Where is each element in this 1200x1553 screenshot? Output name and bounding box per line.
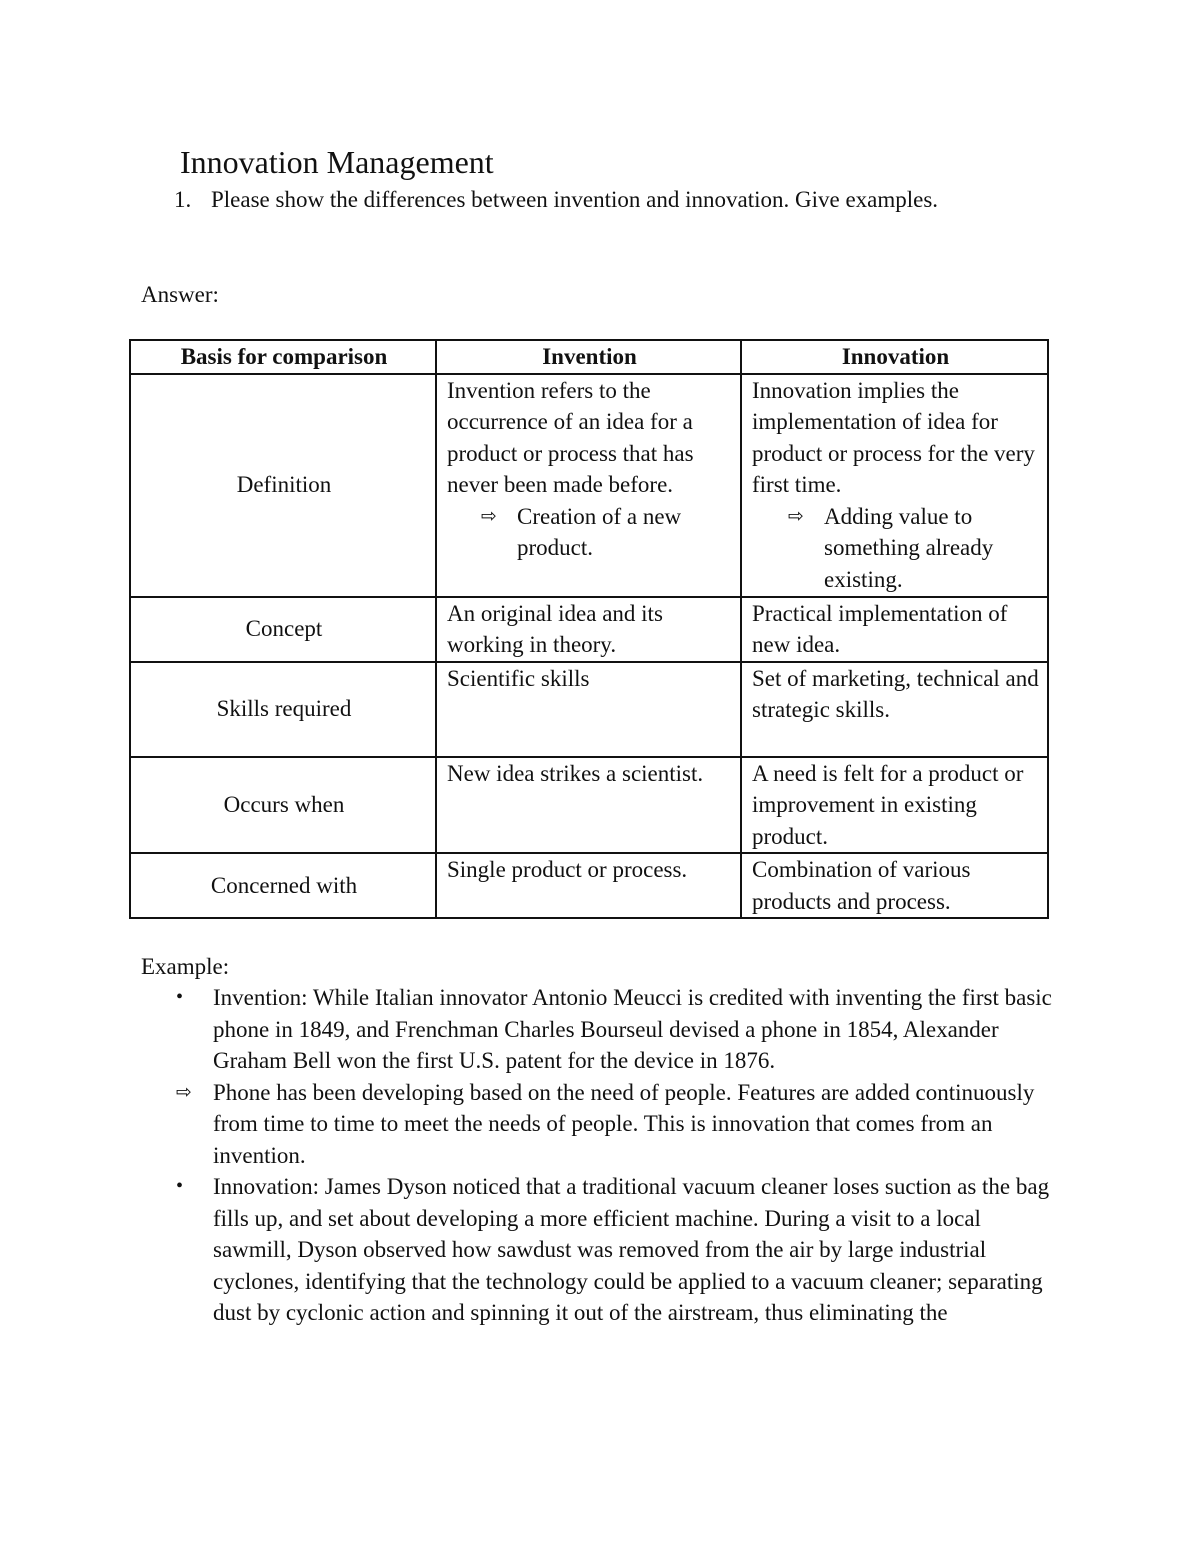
table-row bbox=[130, 853, 1048, 918]
innovation-arrow-text: Adding value to something already existing. bbox=[824, 503, 994, 592]
invention-cell bbox=[436, 374, 741, 597]
table-row bbox=[130, 374, 1048, 597]
innovation-cell bbox=[741, 374, 1048, 597]
answer-label: Answer: bbox=[141, 282, 219, 307]
table-row bbox=[130, 757, 1048, 854]
list-item bbox=[174, 1077, 1064, 1172]
invention-cell: An original idea and its working in theory. bbox=[436, 597, 741, 662]
question-1 bbox=[174, 184, 1054, 215]
example-text: Innovation: James Dyson noticed that a traditional vacuum cleaner loses suction as the bag fills up, and set about developing a more efficient machine. During a visit to a local sawmill, Dyson observed how sawdust was removed from the air by large industrial cyclones, identifying that the technology could be applied to a vacuum cleaner; separating dust by cyclonic action and spinning it out of the airstream, thus eliminating the bbox=[213, 1174, 1050, 1325]
comparison-table bbox=[129, 339, 1049, 919]
basis-cell: Occurs when bbox=[130, 757, 436, 854]
innovation-cell: Set of marketing, technical and strategic skills. bbox=[741, 662, 1048, 757]
list-item bbox=[174, 1171, 1064, 1329]
basis-cell: Skills required bbox=[130, 662, 436, 757]
example-text: Phone has been developing based on the need of people. Features are added continuously from time to time to meet the needs of people. This is innovation that comes from an invention. bbox=[213, 1079, 1035, 1168]
basis-cell: Definition bbox=[130, 374, 436, 597]
bullet-icon: • bbox=[176, 986, 184, 1008]
table-header-row bbox=[130, 340, 1048, 374]
list-item bbox=[174, 982, 1064, 1077]
example-label: Example: bbox=[141, 954, 230, 979]
header-invention: Invention bbox=[436, 340, 741, 374]
question-text: Please show the differences between invention and innovation. Give examples. bbox=[211, 187, 939, 212]
example-list bbox=[174, 982, 1064, 1329]
arrow-icon: ⇨ bbox=[788, 504, 804, 527]
bullet-icon: • bbox=[176, 1175, 184, 1197]
invention-arrow-point bbox=[447, 501, 732, 564]
innovation-arrow-point bbox=[752, 501, 1039, 596]
example-text: Invention: While Italian innovator Antonio Meucci is credited with inventing the first basic phone in 1849, and Frenchman Charles Bourseul devised a phone in 1854, Alexander Graham Bell won the first U.S. patent for the device in 1876. bbox=[213, 985, 1052, 1073]
table-row bbox=[130, 662, 1048, 757]
invention-cell: Single product or process. bbox=[436, 853, 741, 918]
invention-arrow-text: Creation of a new product. bbox=[517, 503, 682, 560]
invention-text: Invention refers to the occurrence of an idea for a product or process that has never been made before. bbox=[447, 377, 694, 497]
invention-cell: New idea strikes a scientist. bbox=[436, 757, 741, 854]
header-basis: Basis for comparison bbox=[130, 340, 436, 374]
innovation-text: Innovation implies the implementation of idea for product or process for the very first time. bbox=[752, 377, 1035, 497]
invention-cell: Scientific skills bbox=[436, 662, 741, 757]
question-number: 1. bbox=[174, 187, 192, 212]
arrow-icon: ⇨ bbox=[481, 504, 497, 527]
innovation-cell: Practical implementation of new idea. bbox=[741, 597, 1048, 662]
document-title: Innovation Management bbox=[180, 144, 494, 180]
innovation-cell: Combination of various products and process. bbox=[741, 853, 1048, 918]
table-row bbox=[130, 597, 1048, 662]
basis-cell: Concerned with bbox=[130, 853, 436, 918]
innovation-cell: A need is felt for a product or improvement in existing product. bbox=[741, 757, 1048, 854]
header-innovation: Innovation bbox=[741, 340, 1048, 374]
basis-cell: Concept bbox=[130, 597, 436, 662]
arrow-icon: ⇨ bbox=[176, 1080, 192, 1103]
